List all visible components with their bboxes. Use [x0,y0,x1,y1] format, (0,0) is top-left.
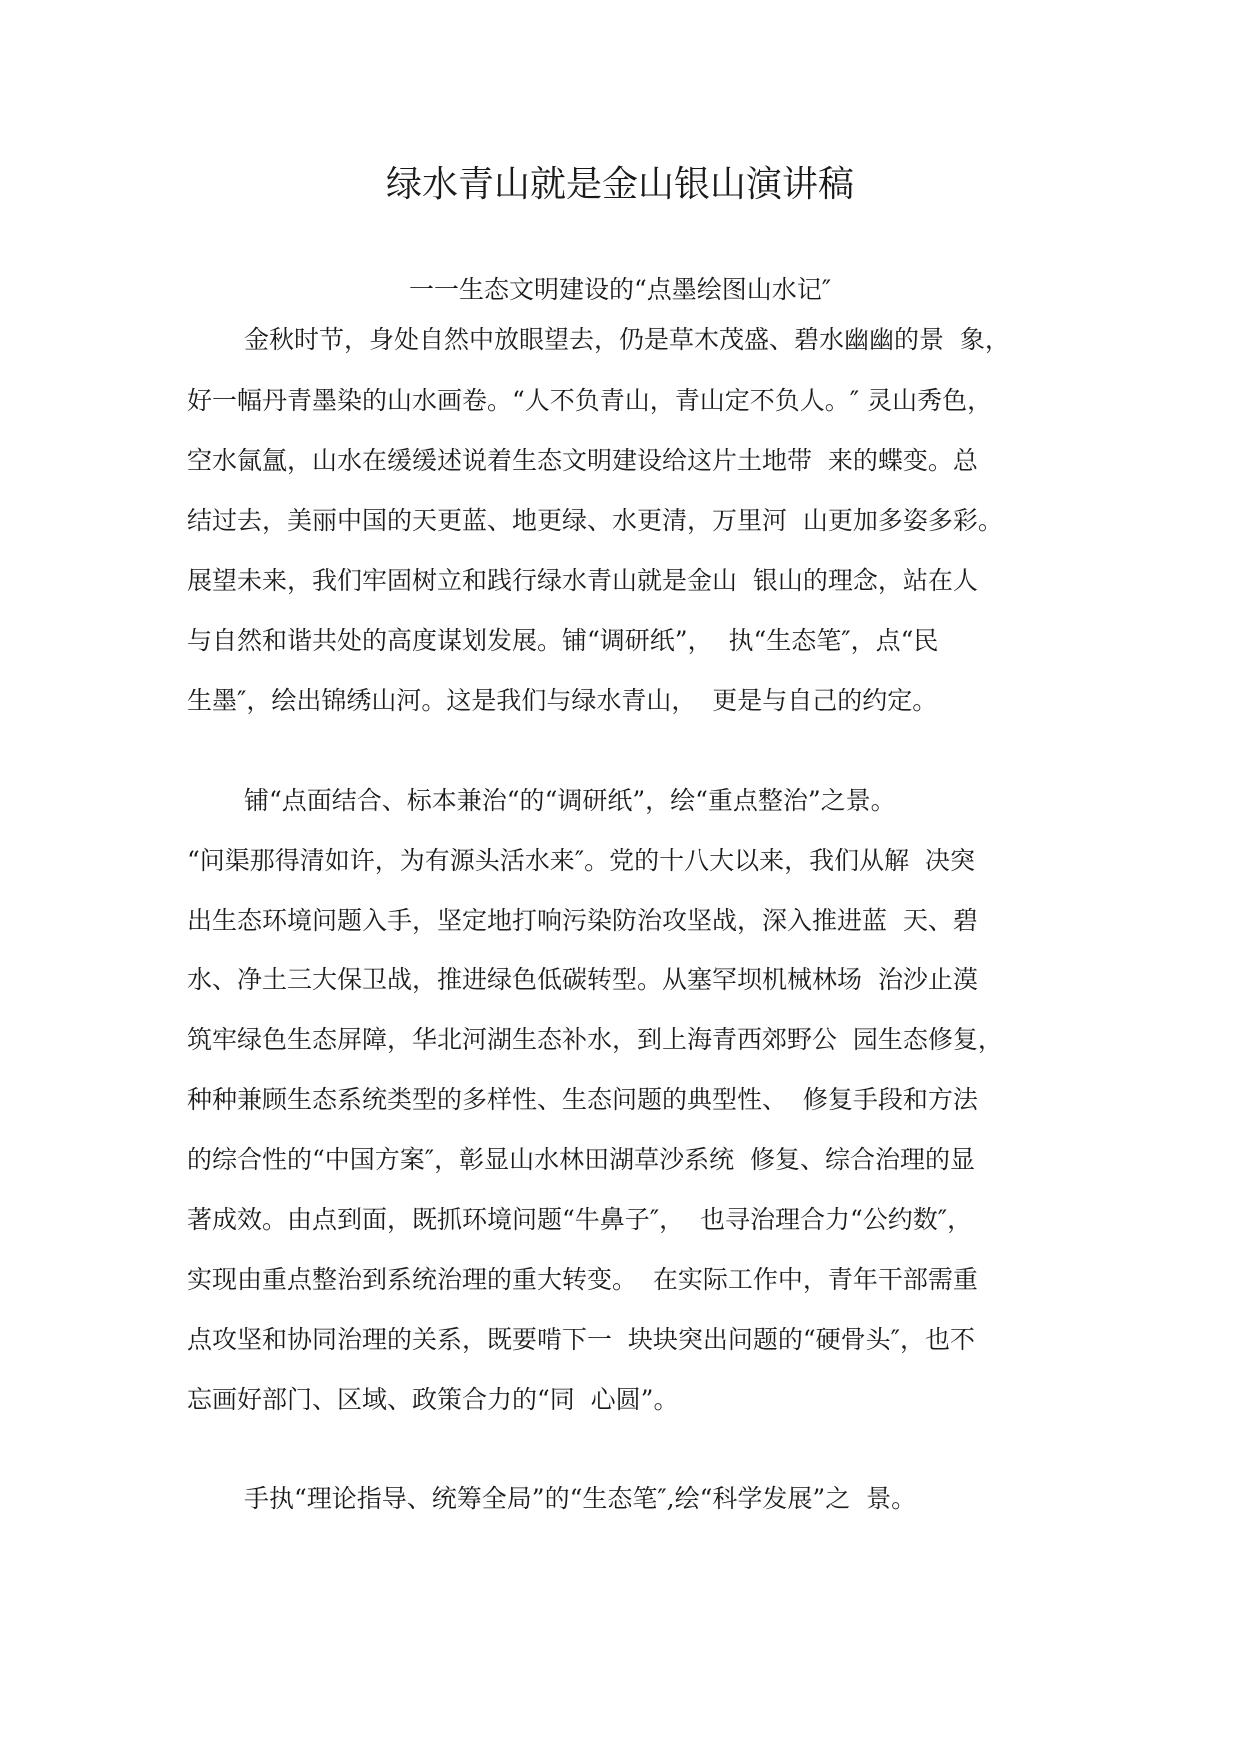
paragraph-2-line-5: 筑牢绿色生态屏障，华北河湖生态补水，到上海青西郊野公 园生态修复， [187,1025,1003,1054]
paragraph-1-line-4: 结过去，美丽中国的天更蓝、地更绿、水更清，万里河 山更加多姿多彩。 [187,506,1003,535]
paragraph-2-line-2: “问渠那得清如许，为有源头活水来″。党的十八大以来，我们从解 决突 [187,846,976,875]
paragraph-1-line-2: 好一幅丹青墨染的山水画卷。“人不负青山，青山定不负人。″ 灵山秀色， [187,386,993,415]
paragraph-2-line-8: 著成效。由点到面，既抓环境问题“牛鼻子″， 也寻治理合力“公约数″， [187,1205,973,1234]
paragraph-2-line-9: 实现由重点整治到系统治理的重大转变。 在实际工作中，青年干部需重 [187,1265,978,1294]
paragraph-3-line-1: 手执“理论指导、统筹全局”的“生态笔″,绘“科学发展”之 景。 [244,1484,917,1513]
paragraph-1-line-3: 空水氤氲，山水在缓缓述说着生态文明建设给这片土地带 来的蝶变。总 [187,446,978,475]
document-title: 绿水青山就是金山银山演讲稿 [385,164,854,205]
paragraph-2-line-10: 点攻坚和协同治理的关系，既要啃下一 块块突出问题的“硬骨头″，也不 [187,1325,976,1354]
paragraph-1-line-1: 金秋时节，身处自然中放眼望去，仍是草木茂盛、碧水幽幽的景 象， [244,325,1010,354]
paragraph-2-line-7: 的综合性的“中国方案″，彰显山水林田湖草沙系统 修复、综合治理的显 [187,1145,976,1174]
paragraph-2-line-6: 种种兼顾生态系统类型的多样性、生态问题的典型性、 修复手段和方法 [187,1085,978,1114]
document-subtitle: 一一生态文明建设的“点墨绘图山水记″ [408,275,832,304]
paragraph-1-line-6: 与自然和谐共处的高度谋划发展。铺“调研纸”， 执“生态笔″，点“民 [187,626,939,655]
paragraph-2-line-3: 出生态环境问题入手，坚定地打响污染防治攻坚战，深入推进蓝 天、碧 [187,906,978,935]
paragraph-2-line-11: 忘画好部门、区域、政策合力的“同 心圆”。 [187,1385,679,1414]
paragraph-1-line-7: 生墨″，绘出锦绣山河。这是我们与绿水青山， 更是与自己的约定。 [187,686,938,715]
paragraph-1-line-5: 展望未来，我们牢固树立和践行绿水青山就是金山 银山的理念，站在人 [187,566,978,595]
paragraph-2-line-4: 水、净土三大保卫战，推进绿色低碳转型。从塞罕坝机械林场 治沙止漠 [187,965,978,994]
paragraph-2-line-1: 铺“点面结合、标本兼治“的“调研纸”，绘“重点整治”之景。 [244,786,896,815]
